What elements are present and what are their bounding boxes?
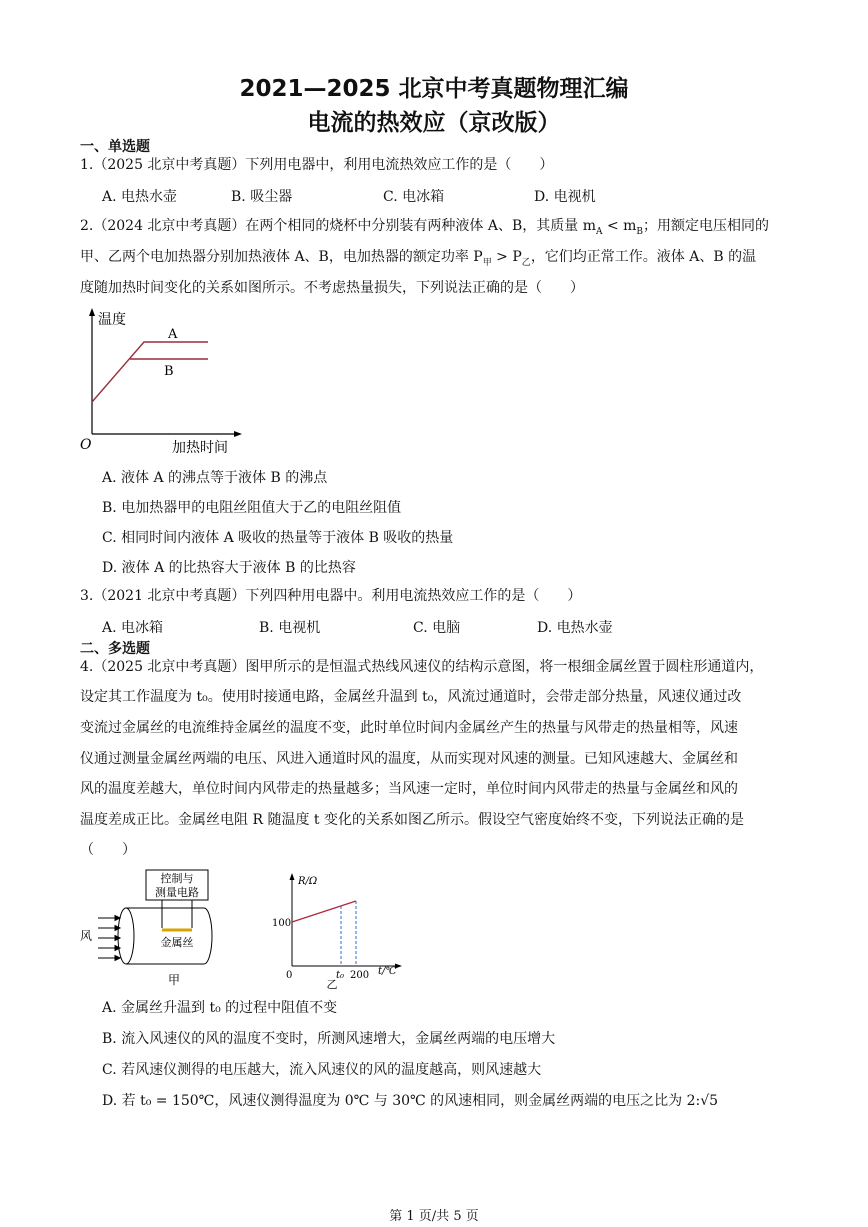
question-3-stem: 3.（2021 北京中考真题）下列四种用电器中。利用电流热效应工作的是（ ） [80,588,582,604]
anemometer-structure-diagram [76,866,226,990]
graph-label-b: B [164,364,174,379]
question-3-option-c: C. 电脑 [413,620,461,636]
control-box-label-line-1: 控制与 [160,872,194,885]
question-1-option-b: B. 吸尘器 [231,189,293,205]
question-4-line-3: 变流过金属丝的电流维持金属丝的温度不变，此时单位时间内金属丝产生的热量与风带走的热量相等，风速 [80,720,738,736]
section-heading-single-choice: 一、单选题 [80,139,150,155]
graph-origin: 0 [286,970,293,981]
question-4-line-6: 温度差成正比。金属丝电阻 R 随温度 t 变化的关系如图乙所示。假设空气密度始终不变，下列说法正确的是 [80,812,744,828]
question-2-option-b: B. 电加热器甲的电阻丝阻值大于乙的电阻丝阻值 [102,500,402,516]
question-4-option-a: A. 金属丝升温到 t₀ 的过程中阻值不变 [102,1000,338,1016]
graph-line-a [92,342,208,402]
x-axis-arrow [234,431,242,437]
question-4-option-c: C. 若风速仪测得的电压越大，流入风速仪的风的温度越高，则风速越大 [102,1062,542,1078]
question-3-option-a: A. 电冰箱 [102,620,164,636]
question-1-option-d: D. 电视机 [534,189,596,205]
resistance-temperature-graph [270,868,410,990]
graph-origin-label: O [80,437,92,453]
graph-r-label: R/Ω [298,876,318,887]
section-heading-multi-choice: 二、多选题 [80,641,150,657]
graph-x-tick-200: 200 [350,970,370,981]
wind-arrows [98,916,120,961]
temperature-time-graph [76,306,256,458]
resistance-line [292,901,356,922]
question-4-option-b: B. 流入风速仪的风的温度不变时，所测风速增大，金属丝两端的电压增大 [102,1031,556,1047]
graph-t-label: t/℃ [378,966,397,977]
question-3-option-d: D. 电热水壶 [537,620,613,636]
question-2-line-3: 度随加热时间变化的关系如图所示。不考虑热量损失，下列说法正确的是（ ） [80,280,584,296]
question-4-line-5: 风的温度差越大，单位时间内风带走的热量越多；当风速一定时，单位时间内风带走的热量与金属丝和风的 [80,781,738,797]
graph-x-label: 加热时间 [172,440,228,456]
question-4-line-7: （ ） [80,842,136,858]
figure-a-caption: 甲 [167,973,181,987]
graph-y-label: 温度 [98,312,126,328]
question-2-option-c: C. 相同时间内液体 A 吸收的热量等于液体 B 吸收的热量 [102,530,454,546]
question-4-line-4: 仪通过测量金属丝两端的电压、风进入通道时风的温度，从而实现对风速的测量。已知风速越大、金属丝和 [80,751,738,767]
question-4-line-1: 4.（2025 北京中考真题）图甲所示的是恒温式热线风速仪的结构示意图，将一根细金属丝置于圆柱形通道内， [80,659,764,675]
y-axis-arrow [89,308,95,316]
control-box-label-line-2: 测量电路 [155,886,199,899]
graph-label-a: A [168,327,178,342]
document-title: 2021—2025 北京中考真题物理汇编 [239,76,629,102]
question-2-option-d: D. 液体 A 的比热容大于液体 B 的比热容 [102,560,356,576]
page-footer: 第 1 页/共 5 页 [389,1209,479,1224]
question-4-option-d: D. 若 t₀ = 150℃，风速仪测得温度为 0℃ 与 30℃ 的风速相同，则金属丝两端的电压之比为 2:√5 [102,1093,719,1109]
tube-front-end [118,908,134,964]
graph-y-tick-100: 100 [272,918,292,929]
wind-label: 风 [80,929,93,943]
metal-wire-label: 金属丝 [160,936,194,949]
question-2-line-2: 甲、乙两个电加热器分别加热液体 A、B，电加热器的额定功率 $P_甲 > P_乙$，它们均正常工作。液体 A、B 的温 [80,249,757,268]
document-subtitle: 电流的热效应（京改版） [307,110,561,136]
question-1-stem: 1.（2025 北京中考真题）下列用电器中，利用电流热效应工作的是（ ） [80,157,554,173]
question-3-option-b: B. 电视机 [259,620,321,636]
question-4-line-2: 设定其工作温度为 t₀。使用时接通电路，金属丝升温到 t₀，风流过通道时，会带走部分热量，风速仪通过改 [80,689,742,705]
graph-x-tick-t0: t₀ [336,970,345,981]
question-1-option-a: A. 电热水壶 [102,189,178,205]
figure-b-caption: 乙 [326,978,338,990]
question-1-option-c: C. 电冰箱 [383,189,445,205]
question-2-line-1: 2.（2024 北京中考真题）在两个相同的烧杯中分别装有两种液体 A、B，其质量 $m_A < m_B$；用额定电压相同的 [80,218,770,237]
question-2-option-a: A. 液体 A 的沸点等于液体 B 的沸点 [102,470,328,486]
